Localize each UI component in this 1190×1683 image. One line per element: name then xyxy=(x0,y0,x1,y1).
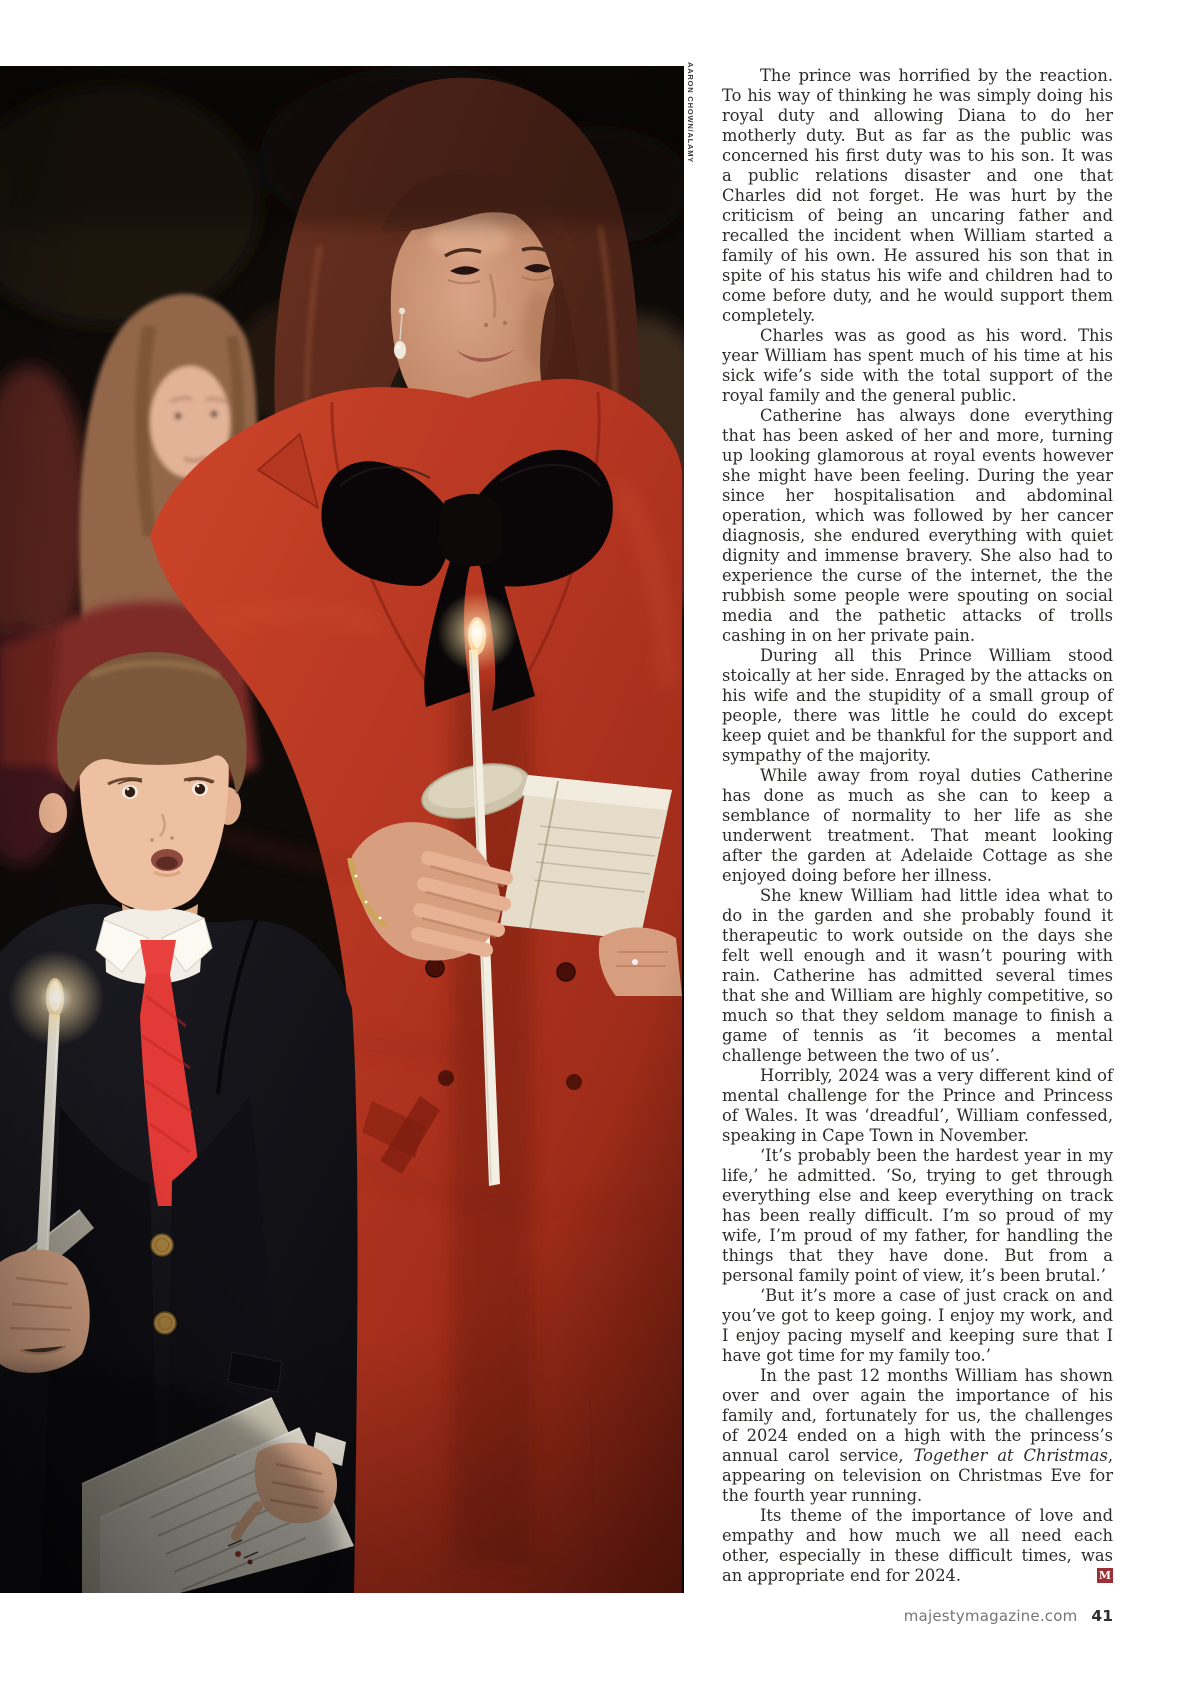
article-paragraph: During all this Prince William stood stoically at her side. Enraged by the attacks on his wife and the stupidity of a small group of people, there was little he could do except keep quiet and be thankful for the support and sympathy of the majority. xyxy=(722,646,1113,765)
article-paragraph: Its theme of the importance of love and empathy and how much we all need each other, especially in these difficult times, was an appropriate end for 2024. xyxy=(722,1506,1113,1585)
article-paragraph: Horribly, 2024 was a very different kind of mental challenge for the Prince and Princess of Wales. It was ‘dreadful’, William confessed, speaking in Cape Town in November. xyxy=(722,1066,1113,1145)
photo-illustration xyxy=(0,66,684,1593)
article-paragraphs xyxy=(722,66,1113,1586)
article-paragraph: While away from royal duties Catherine has done as much as she can to keep a semblance of normality to her life as she underwent treatment. That meant looking after the garden at Adelaide Cottage as she enjoyed doing before her illness. xyxy=(722,766,1113,885)
photo-credit: AARON CHOWN/ALAMY xyxy=(686,62,695,164)
photo-kate-and-louis-carol-service xyxy=(0,66,684,1593)
article-paragraph: Catherine has always done everything that has been asked of her and more, turning up looking glamorous at royal events however she might have been feeling. During the year since her hospitalisation and abdominal operation, which was followed by her cancer diagnosis, she endured everything with quiet dignity and immense bravery. She also had to experience the curse of the internet, the the rubbish some people were spouting on social media and the pathetic attacks of trolls cashing in on her private pain. xyxy=(722,406,1113,645)
article-paragraph: In the past 12 months William has shown over and over again the importance of his family and, fortunately for us, the challenges of 2024 ended on a high with the princess’s annual carol service, Together at Christmas, appearing on television on Christmas Eve for the fourth year running. xyxy=(722,1366,1113,1505)
article-paragraph: Charles was as good as his word. This year William has spent much of his time at his sick wife’s side with the total support of the royal family and the general public. xyxy=(722,326,1113,405)
article-paragraph: ‘But it’s more a case of just crack on and you’ve got to keep going. I enjoy my work, and I enjoy pacing myself and keeping sure that I have got time for my family too.’ xyxy=(722,1286,1113,1365)
article-paragraph: She knew William had little idea what to do in the garden and she probably found it therapeutic to work outside on the days she felt well enough and it wasn’t pouring with rain. Catherine has admitted several times that she and William are highly competitive, so much so that they seldom manage to finish a game of tennis as ‘it becomes a mental challenge between the two of us’. xyxy=(722,886,1113,1065)
article-body xyxy=(722,66,1113,1586)
page-footer xyxy=(904,1607,1113,1626)
end-of-article-mark: M xyxy=(1098,1569,1112,1582)
article-paragraph: The prince was horrified by the reaction. To his way of thinking he was simply doing his royal duty and allowing Diana to do her motherly duty. But as far as the public was concerned his first duty was to his son. It was a public relations disaster and one that Charles did not forget. He was hurt by the criticism of being an uncaring father and recalled the incident when William started a family of his own. He assured his son that in spite of his status his wife and children had to come before duty, and he would support them completely. xyxy=(722,66,1113,325)
page-number: 41 xyxy=(1091,1607,1113,1625)
photo-vignette xyxy=(0,66,684,1593)
website-url: majestymagazine.com xyxy=(903,1607,1078,1625)
article-paragraph: ‘It’s probably been the hardest year in my life,’ he admitted. ‘So, trying to get through everything else and keep everything on track has been really difficult. I’m so proud of my wife, I’m proud of my father, for handling the things that they have done. But from a personal family point of view, it’s been brutal.’ xyxy=(722,1146,1113,1285)
